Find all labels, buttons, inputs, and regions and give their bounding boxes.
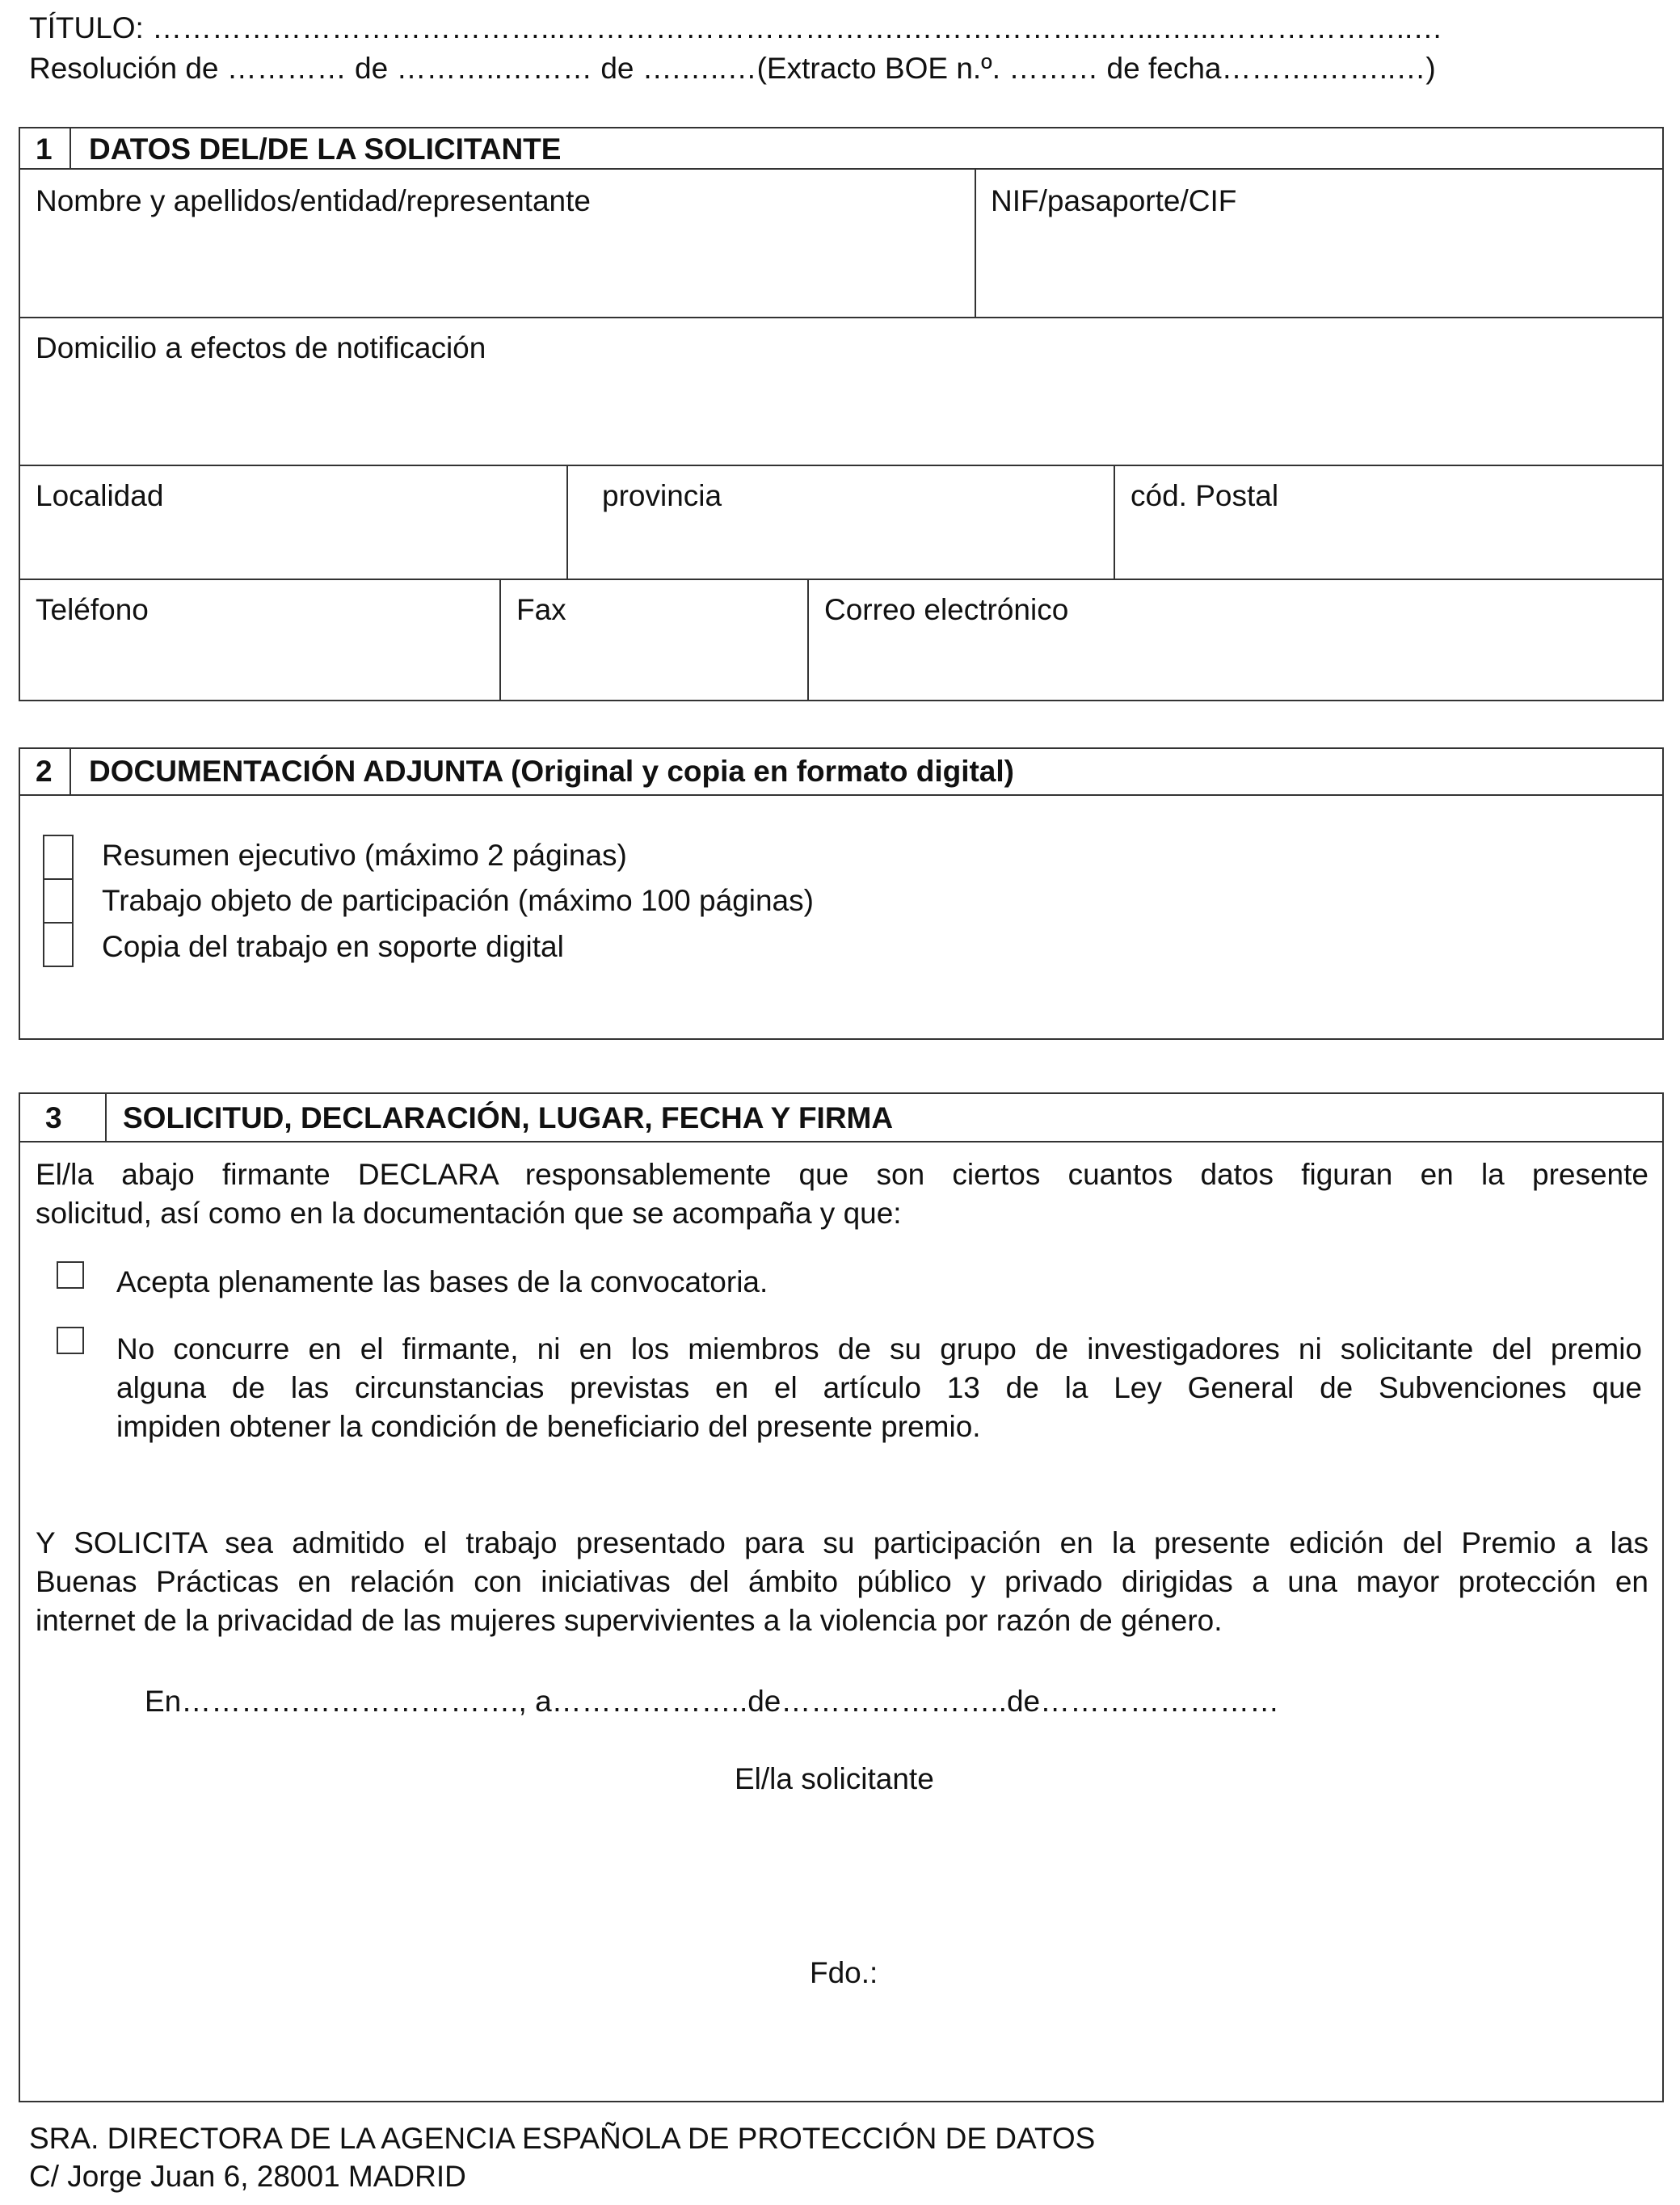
row1-divider	[975, 168, 976, 318]
cod-postal-label: cód. Postal	[1131, 479, 1279, 512]
row3-divider-b	[1114, 465, 1115, 579]
acepta-bases-checkbox[interactable]	[57, 1261, 84, 1289]
solicita-line-2: Buenas Prácticas en relación con iniciativas del ámbito público y privado dirigidas a una mayor protección en	[36, 1565, 1648, 1598]
acepta-bases-label: Acepta plenamente las bases de la convocatoria.	[116, 1265, 768, 1298]
row4-divider-a	[499, 579, 501, 701]
solicitante-label: El/la solicitante	[735, 1762, 934, 1795]
section-2-number: 2	[36, 755, 53, 788]
doc-item-2: Trabajo objeto de participación (máximo 100 páginas)	[102, 884, 814, 917]
section-2-title: DOCUMENTACIÓN ADJUNTA (Original y copia en formato digital)	[89, 755, 1014, 788]
section-1-title: DATOS DEL/DE LA SOLICITANTE	[89, 133, 562, 166]
solicita-line-3: internet de la privacidad de las mujeres supervivientes a la violencia por razón de género.	[36, 1604, 1223, 1637]
doc-trabajo-checkbox[interactable]	[43, 878, 74, 924]
row2-bottom	[19, 465, 1664, 466]
nif-label: NIF/pasaporte/CIF	[991, 184, 1237, 217]
declara-line-2: solicitud, así como en la documentación que se acompaña y que:	[36, 1197, 902, 1230]
footer-recipient: SRA. DIRECTORA DE LA AGENCIA ESPAÑOLA DE PROTECCIÓN DE DATOS	[29, 2122, 1096, 2155]
section-1-header-divider	[19, 168, 1664, 170]
section-1-number: 1	[36, 133, 53, 166]
telefono-label: Teléfono	[36, 593, 149, 626]
correo-label: Correo electrónico	[824, 593, 1069, 626]
section-1-number-divider	[69, 127, 71, 169]
no-concurre-line-3: impiden obtener la condición de beneficiario del presente premio.	[116, 1410, 981, 1443]
row3-bottom	[19, 579, 1664, 580]
section-3-number-divider	[105, 1092, 107, 1142]
declara-line-1: El/la abajo firmante DECLARA responsablemente que son ciertos cuantos datos figuran en la presente	[36, 1158, 1648, 1191]
resolucion-line: Resolución de ………… de ………..……… de ….…..…(Extracto BOE n.º. ……… de fecha……….……..…)	[29, 52, 1436, 85]
titulo-line: TÍTULO: …………………………………...…………………………….………………...…...…...………………..…	[29, 11, 1443, 44]
fdo-label: Fdo.:	[810, 1956, 878, 1989]
localidad-label: Localidad	[36, 479, 164, 512]
row1-bottom	[19, 317, 1664, 318]
section-3-title: SOLICITUD, DECLARACIÓN, LUGAR, FECHA Y FIRMA	[123, 1101, 894, 1134]
nombre-label: Nombre y apellidos/entidad/representante	[36, 184, 591, 217]
no-concurre-line-1: No concurre en el firmante, ni en los miembros de su grupo de investigadores ni solicitante del premio	[116, 1332, 1642, 1366]
row4-divider-b	[807, 579, 809, 701]
no-concurre-line-2: alguna de las circunstancias previstas en el artículo 13 de la Ley General de Subvenciones que	[116, 1371, 1642, 1404]
no-concurre-checkbox[interactable]	[57, 1327, 84, 1354]
provincia-label: provincia	[602, 479, 722, 512]
section-3-header-divider	[19, 1141, 1664, 1142]
section-2-number-divider	[69, 747, 71, 795]
doc-copia-checkbox[interactable]	[43, 922, 74, 967]
section-2-header-divider	[19, 794, 1664, 796]
lugar-fecha-line: En……………………………., a………………..de…………………..de……………………	[145, 1685, 1280, 1718]
doc-item-1: Resumen ejecutivo (máximo 2 páginas)	[102, 839, 627, 872]
section-3-number: 3	[45, 1101, 62, 1134]
row3-divider-a	[566, 465, 568, 579]
domicilio-label: Domicilio a efectos de notificación	[36, 331, 486, 364]
doc-resumen-checkbox[interactable]	[43, 835, 74, 880]
fax-label: Fax	[516, 593, 566, 626]
solicita-line-1: Y SOLICITA sea admitido el trabajo presentado para su participación en la presente edición del Premio a las	[36, 1526, 1648, 1559]
footer-address: C/ Jorge Juan 6, 28001 MADRID	[29, 2160, 466, 2193]
doc-item-3: Copia del trabajo en soporte digital	[102, 930, 564, 963]
